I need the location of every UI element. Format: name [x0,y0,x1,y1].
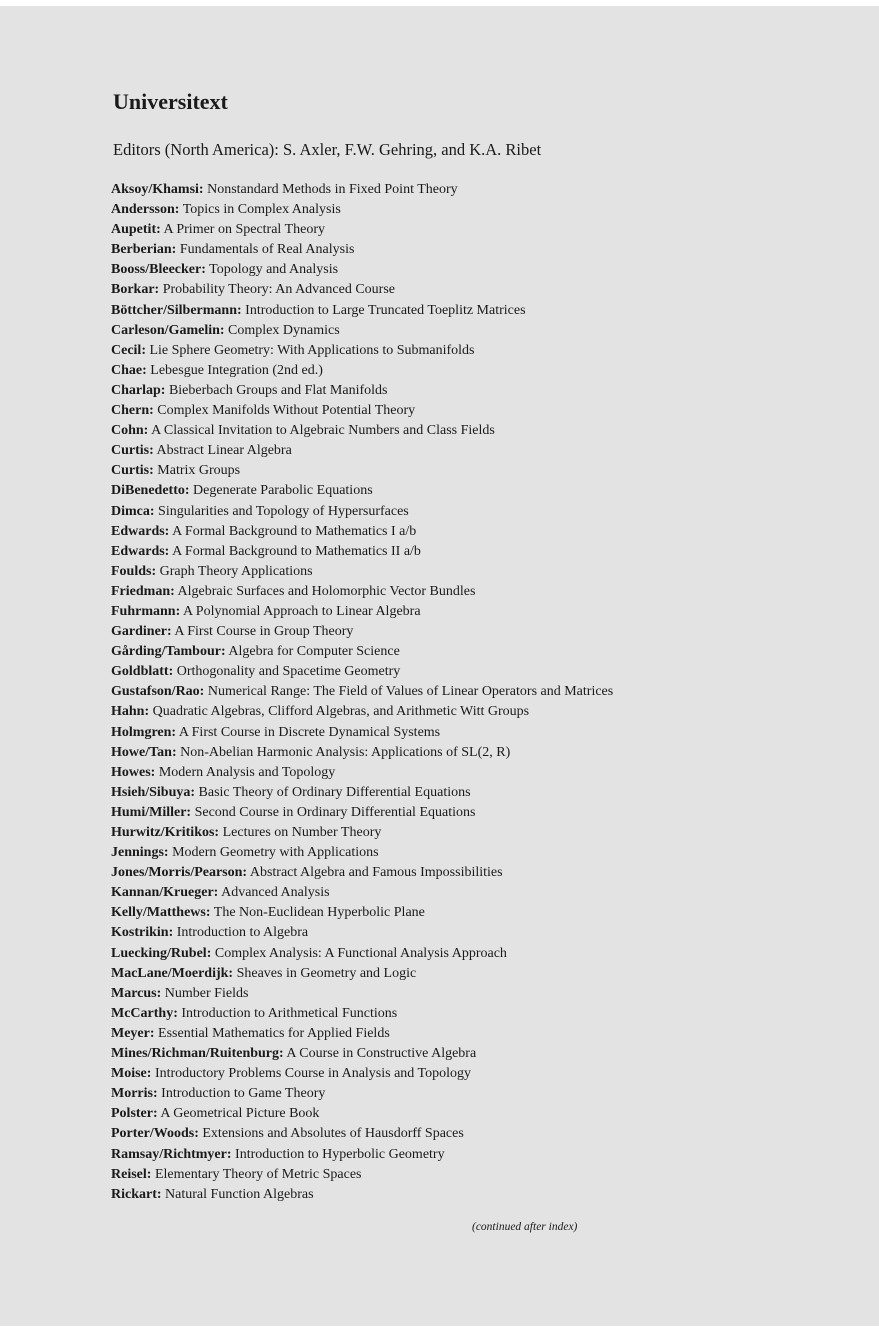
book-title: Introduction to Large Truncated Toeplitz Matrices [245,302,526,318]
book-author: Howe/Tan: [111,744,177,760]
book-entry [111,562,631,582]
book-title: Introduction to Hyperbolic Geometry [235,1146,445,1162]
book-author: Goldblatt: [111,664,174,680]
book-title: Topics in Complex Analysis [182,202,341,218]
book-author: Dimca: [111,503,155,519]
book-title: Singularities and Topology of Hypersurfaces [158,503,409,519]
book-title: A Geometrical Picture Book [160,1106,320,1122]
book-entry [111,964,631,984]
book-title: A Primer on Spectral Theory [163,222,326,238]
book-author: Reisel: [111,1166,152,1182]
book-entry [111,1044,631,1064]
book-title: A Formal Background to Mathematics I a/b [172,523,417,539]
book-entry [111,321,631,341]
book-author: Humi/Miller: [111,804,192,820]
book-author: Cecil: [111,342,146,358]
book-author: Polster: [111,1106,158,1122]
book-entry [111,702,631,722]
book-author: Foulds: [111,563,157,579]
book-entry [111,341,631,361]
book-author: Luecking/Rubel: [111,945,212,961]
book-author: Andersson: [111,202,180,218]
book-entry [111,642,631,662]
book-author: Gardiner: [111,624,172,640]
book-entry [111,944,631,964]
book-entry [111,381,631,401]
book-title: Non-Abelian Harmonic Analysis: Applications of SL(2, R) [180,744,511,760]
book-title: Probability Theory: An Advanced Course [162,282,395,298]
book-title: Essential Mathematics for Applied Fields [158,1025,390,1041]
book-entry [111,301,631,321]
book-author: Curtis: [111,443,154,459]
book-page [0,6,879,1326]
book-title: Introduction to Arithmetical Functions [181,1005,398,1021]
book-entry [111,682,631,702]
book-title: Lie Sphere Geometry: With Applications to Submanifolds [149,342,475,358]
book-entry [111,441,631,461]
book-title: Complex Manifolds Without Potential Theory [157,403,416,419]
book-title: Degenerate Parabolic Equations [193,483,373,499]
book-author: Marcus: [111,985,162,1001]
book-entry [111,361,631,381]
book-entry [111,1165,631,1185]
book-title: Nonstandard Methods in Fixed Point Theory [207,182,458,197]
book-entry [111,1084,631,1104]
book-title: A First Course in Discrete Dynamical Systems [178,724,441,740]
book-author: Cohn: [111,423,149,439]
book-author: Kostrikin: [111,925,174,941]
book-title: Modern Geometry with Applications [172,845,379,861]
book-entry [111,260,631,280]
book-title: A Course in Constructive Algebra [286,1046,477,1062]
book-title: Sheaves in Geometry and Logic [236,965,417,981]
book-title: Natural Function Algebras [165,1186,314,1202]
book-title: Abstract Algebra and Famous Impossibilities [249,865,503,881]
book-author: Morris: [111,1086,158,1102]
book-author: Moise: [111,1066,152,1082]
book-title: A Classical Invitation to Algebraic Numbers and Class Fields [151,423,495,439]
book-entry [111,984,631,1004]
book-title: Lectures on Number Theory [222,825,382,840]
book-author: Kelly/Matthews: [111,905,211,921]
series-title: Universitext [113,89,228,114]
book-author: Holmgren: [111,724,177,740]
book-author: Rickart: [111,1186,162,1202]
book-title: Introductory Problems Course in Analysis and Topology [154,1066,472,1082]
book-entry [111,743,631,763]
book-entry [111,1124,631,1144]
book-author: Jones/Morris/Pearson: [111,865,248,881]
book-title: Orthogonality and Spacetime Geometry [176,664,401,680]
book-author: DiBenedetto: [111,483,190,499]
book-author: Hahn: [111,704,150,720]
book-entry [111,1004,631,1024]
book-entry [111,461,631,481]
book-title: Algebraic Surfaces and Holomorphic Vector Bundles [177,583,476,599]
book-entry [111,1185,631,1205]
book-author: Ramsay/Richtmyer: [111,1146,232,1162]
book-title: Elementary Theory of Metric Spaces [154,1166,362,1182]
book-title: Introduction to Algebra [176,925,309,941]
book-entry [111,1145,631,1165]
book-title: Bieberbach Groups and Flat Manifolds [168,382,388,398]
continued-note: (continued after index) [472,1221,578,1233]
book-title: Basic Theory of Ordinary Differential Equations [198,784,471,800]
book-author: Jennings: [111,845,169,861]
book-title: Modern Analysis and Topology [158,764,336,780]
book-title: Complex Dynamics [228,322,340,338]
book-entry [111,522,631,542]
book-author: Howes: [111,764,156,780]
book-entry [111,220,631,240]
book-author: Hsieh/Sibuya: [111,784,196,800]
book-entry [111,200,631,220]
book-entry [111,1064,631,1084]
book-title: Fundamentals of Real Analysis [179,242,355,258]
book-entry [111,783,631,803]
book-entry [111,280,631,300]
book-author: Kannan/Krueger: [111,885,219,901]
book-title: Matrix Groups [157,463,241,479]
book-author: Chae: [111,362,147,378]
book-title: Complex Analysis: A Functional Analysis Approach [214,945,507,961]
book-author: McCarthy: [111,1005,178,1021]
book-author: Curtis: [111,463,154,479]
book-title: Graph Theory Applications [159,563,313,579]
book-entry [111,863,631,883]
book-entry [111,542,631,562]
book-author: Hurwitz/Kritikos: [111,825,220,840]
book-author: Charlap: [111,382,166,398]
book-entry [111,401,631,421]
book-author: Aupetit: [111,222,161,238]
book-entry [111,240,631,260]
book-author: Edwards: [111,543,170,559]
book-title: Numerical Range: The Field of Values of Linear Operators and Matrices [207,684,614,700]
book-entry [111,883,631,903]
book-entry [111,502,631,522]
book-entry [111,622,631,642]
book-title: Second Course in Ordinary Differential Equations [194,804,476,820]
book-author: Borkar: [111,282,160,298]
book-entry [111,602,631,622]
book-title: Lebesgue Integration (2nd ed.) [150,362,323,378]
book-entry [111,481,631,501]
book-author: Edwards: [111,523,170,539]
book-title: Advanced Analysis [221,885,330,901]
book-author: Gustafson/Rao: [111,684,205,700]
book-title: A Formal Background to Mathematics II a/b [172,543,421,559]
book-author: Böttcher/Silbermann: [111,302,242,318]
editors-line: Editors (North America): S. Axler, F.W. Gehring, and K.A. Ribet [113,140,542,159]
book-author: Berberian: [111,242,177,258]
book-entry [111,723,631,743]
book-entry [111,903,631,923]
book-author: Porter/Woods: [111,1126,199,1142]
book-entry [111,823,631,843]
book-entry [111,763,631,783]
book-entry [111,1104,631,1124]
book-entry [111,582,631,602]
book-title: Quadratic Algebras, Clifford Algebras, and Arithmetic Witt Groups [152,704,530,720]
book-author: MacLane/Moerdijk: [111,965,234,981]
book-entry [111,843,631,863]
book-title: Introduction to Game Theory [161,1086,326,1102]
book-title: Topology and Analysis [209,262,339,278]
book-author: Fuhrmann: [111,603,181,619]
book-entry [111,180,631,200]
book-author: Friedman: [111,583,175,599]
book-entry [111,421,631,441]
book-entry [111,803,631,823]
book-author: Booss/Bleecker: [111,262,206,278]
book-author: Carleson/Gamelin: [111,322,225,338]
book-author: Gårding/Tambour: [111,644,226,660]
book-author: Chern: [111,403,154,419]
book-title: Algebra for Computer Science [228,644,400,660]
book-entry [111,923,631,943]
book-list [111,180,631,1205]
book-title: A First Course in Group Theory [174,624,354,640]
book-author: Aksoy/Khamsi: [111,182,204,197]
book-title: Number Fields [164,985,249,1001]
book-entry [111,1024,631,1044]
book-title: Abstract Linear Algebra [156,443,292,459]
book-title: Extensions and Absolutes of Hausdorff Spaces [202,1126,464,1142]
book-entry [111,662,631,682]
book-title: The Non-Euclidean Hyperbolic Plane [213,905,425,921]
book-author: Mines/Richman/Ruitenburg: [111,1046,284,1062]
book-author: Meyer: [111,1025,155,1041]
book-title: A Polynomial Approach to Linear Algebra [182,603,421,619]
